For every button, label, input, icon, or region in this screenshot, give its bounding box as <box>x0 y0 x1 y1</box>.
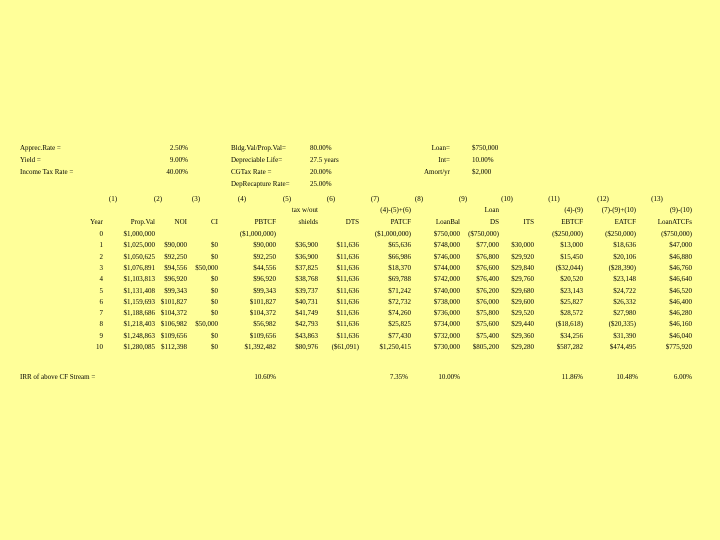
table-cell: $20,520 <box>560 275 583 284</box>
table-cell: $77,000 <box>476 241 499 250</box>
table-cell: $90,000 <box>253 241 276 250</box>
table-cell: $18,636 <box>613 241 636 250</box>
irr-value: 11.86% <box>561 373 583 381</box>
row-year: 8 <box>99 320 103 329</box>
param-label: Loan= <box>431 144 450 152</box>
param-value: $2,000 <box>472 168 492 176</box>
table-cell: $23,143 <box>560 286 583 295</box>
table-cell: $76,200 <box>476 286 499 295</box>
table-cell: $75,600 <box>476 320 499 329</box>
table-cell: $109,656 <box>160 331 187 340</box>
table-cell: $69,788 <box>388 275 411 284</box>
table-cell: $50,000 <box>195 320 218 329</box>
table-cell: $29,440 <box>511 320 534 329</box>
irr-value: 10.00% <box>438 373 460 381</box>
table-cell: $23,148 <box>613 275 636 284</box>
table-cell: $109,656 <box>249 331 276 340</box>
table-cell: $20,106 <box>613 252 636 261</box>
table-cell: $1,159,693 <box>123 297 155 306</box>
column-subheader: (7)-(9)+(10) <box>601 206 636 214</box>
param-value: 80.00% <box>310 144 332 152</box>
table-cell: $92,250 <box>164 252 187 261</box>
table-cell: $11,636 <box>336 252 359 261</box>
table-cell: $1,250,415 <box>379 343 411 351</box>
table-cell: $75,400 <box>476 331 499 340</box>
table-cell: $104,372 <box>249 309 276 318</box>
column-number: (10) <box>501 195 513 203</box>
table-cell: $15,450 <box>560 252 583 261</box>
param-value: 27.5 years <box>310 156 339 164</box>
table-cell: $732,000 <box>433 331 460 340</box>
table-cell: $748,000 <box>433 241 460 250</box>
table-cell: $29,840 <box>511 263 534 272</box>
table-cell: $101,827 <box>160 297 187 306</box>
table-cell: $746,000 <box>433 252 460 261</box>
table-cell: $0 <box>211 241 218 250</box>
column-number: (2) <box>153 195 163 203</box>
row-year: 3 <box>99 263 103 272</box>
table-cell: $1,392,482 <box>244 343 276 351</box>
table-cell: $18,370 <box>388 263 411 272</box>
param-label: CGTax Rate = <box>231 168 272 176</box>
table-cell: $46,160 <box>669 320 692 329</box>
table-cell: $66,986 <box>388 252 411 261</box>
table-cell: $11,636 <box>336 263 359 272</box>
table-cell: $11,636 <box>336 241 359 250</box>
column-number: (12) <box>597 195 609 203</box>
row-year: 7 <box>99 309 103 318</box>
column-header: ITS <box>523 218 534 226</box>
column-subheader: (4)-(9) <box>564 206 583 214</box>
param-label: Amort/yr <box>423 168 450 176</box>
param-label: DepRecapture Rate= <box>231 180 290 188</box>
table-cell: $0 <box>211 297 218 306</box>
param-value: 10.00% <box>472 156 494 164</box>
column-header: PATCF <box>390 218 411 226</box>
table-cell: $29,920 <box>511 252 534 261</box>
table-cell: $0 <box>211 286 218 295</box>
column-number: (9) <box>458 195 468 203</box>
row-year: 5 <box>99 286 103 295</box>
irr-label: IRR of above CF Stream = <box>20 373 96 381</box>
table-cell: $46,760 <box>669 263 692 272</box>
table-cell: $29,680 <box>511 286 534 295</box>
table-cell: $76,800 <box>476 252 499 261</box>
table-cell: $738,000 <box>433 297 460 306</box>
table-cell: $11,636 <box>336 309 359 318</box>
table-cell: $29,360 <box>511 331 534 340</box>
column-subheader: tax w/out <box>291 206 318 214</box>
param-value: 2.50% <box>169 144 188 152</box>
table-cell: $26,332 <box>613 297 636 306</box>
table-cell: $94,556 <box>164 263 187 272</box>
table-cell: $0 <box>211 343 218 351</box>
row-year: 1 <box>99 241 103 250</box>
table-cell: $92,250 <box>253 252 276 261</box>
irr-value: 10.60% <box>254 373 276 381</box>
table-cell: $0 <box>211 331 218 340</box>
table-cell: $39,737 <box>295 286 318 295</box>
table-cell: $24,722 <box>613 286 636 295</box>
table-cell: $42,793 <box>295 320 318 329</box>
param-label: Int= <box>438 156 450 164</box>
row-year: 10 <box>96 343 103 351</box>
table-cell: $40,731 <box>295 297 318 306</box>
column-number: (8) <box>414 195 424 203</box>
table-cell: ($250,000) <box>605 230 636 238</box>
table-cell: $11,636 <box>336 331 359 340</box>
table-cell: $1,000,000 <box>123 230 155 238</box>
table-cell: $96,920 <box>253 275 276 284</box>
column-number: (6) <box>326 195 336 203</box>
column-header: DTS <box>345 218 359 226</box>
table-cell: $1,025,000 <box>123 241 155 250</box>
table-cell: $101,827 <box>249 297 276 306</box>
row-year: 4 <box>99 275 103 284</box>
table-cell: $106,982 <box>160 320 187 329</box>
table-cell: $75,800 <box>476 309 499 318</box>
table-cell: $27,980 <box>613 309 636 318</box>
column-number: (11) <box>548 195 560 203</box>
table-cell: $76,400 <box>476 275 499 284</box>
table-cell: $734,000 <box>433 320 460 329</box>
table-cell: $29,520 <box>511 309 534 318</box>
table-cell: $775,920 <box>665 343 692 351</box>
table-cell: $13,000 <box>560 241 583 250</box>
param-label: Yield = <box>20 156 41 164</box>
column-number: (7) <box>370 195 380 203</box>
param-label: Bldg.Val/Prop.Val= <box>231 144 286 152</box>
column-number: (1) <box>108 195 118 203</box>
table-cell: ($1,000,000) <box>239 230 276 238</box>
table-cell: $29,760 <box>511 275 534 284</box>
column-header: DS <box>490 218 499 226</box>
row-year: 9 <box>99 331 103 340</box>
column-header: LoanBal <box>435 218 460 226</box>
table-cell: $112,398 <box>161 343 187 351</box>
table-cell: $65,636 <box>388 241 411 250</box>
table-cell: $1,188,686 <box>123 309 155 318</box>
table-cell: $587,282 <box>556 343 583 351</box>
table-cell: $29,280 <box>511 343 534 351</box>
table-cell: $474,495 <box>609 343 636 351</box>
column-subheader: (4)-(5)+(6) <box>380 206 411 214</box>
param-label: Income Tax Rate = <box>20 168 74 176</box>
table-cell: $29,600 <box>511 297 534 306</box>
table-cell: $0 <box>211 275 218 284</box>
table-cell: $43,863 <box>295 331 318 340</box>
table-cell: $742,000 <box>433 275 460 284</box>
column-header: Prop.Val <box>130 218 155 226</box>
table-cell: $46,040 <box>669 331 692 340</box>
table-cell: $74,260 <box>388 309 411 318</box>
column-header: shields <box>298 218 318 226</box>
table-cell: $46,520 <box>669 286 692 295</box>
table-cell: $744,000 <box>433 263 460 272</box>
param-label: Depreciable Life= <box>231 156 283 164</box>
table-cell: $1,131,408 <box>123 286 155 295</box>
table-cell: $11,636 <box>336 320 359 329</box>
column-header: LoanATCFs <box>657 218 692 226</box>
table-cell: $90,000 <box>164 241 187 250</box>
row-year: 6 <box>99 297 103 306</box>
table-cell: $36,900 <box>295 241 318 250</box>
table-cell: $99,343 <box>253 286 276 295</box>
table-cell: $47,000 <box>669 241 692 250</box>
table-cell: $80,976 <box>295 343 318 351</box>
table-cell: $11,636 <box>336 297 359 306</box>
table-cell: $99,343 <box>164 286 187 295</box>
table-cell: $1,280,085 <box>123 343 155 351</box>
column-number: (5) <box>282 195 292 203</box>
table-cell: ($18,618) <box>555 320 583 329</box>
column-header: Year <box>90 218 103 226</box>
table-cell: $34,256 <box>560 331 583 340</box>
table-cell: $76,000 <box>476 297 499 306</box>
table-cell: $0 <box>211 309 218 318</box>
table-cell: $25,825 <box>388 320 411 329</box>
param-value: 40.00% <box>166 168 188 176</box>
table-cell: ($1,000,000) <box>374 230 411 238</box>
param-label: Apprec.Rate = <box>20 144 61 152</box>
table-cell: ($250,000) <box>552 230 583 238</box>
table-cell: $38,768 <box>295 275 318 284</box>
table-cell: $805,200 <box>472 343 499 351</box>
table-cell: $71,242 <box>388 286 411 295</box>
table-cell: $46,640 <box>669 275 692 284</box>
table-cell: $1,050,625 <box>123 252 155 261</box>
table-cell: $740,000 <box>433 286 460 295</box>
irr-value: 6.00% <box>673 373 692 381</box>
table-cell: $31,390 <box>613 331 636 340</box>
table-cell: $104,372 <box>160 309 187 318</box>
table-cell: $25,827 <box>560 297 583 306</box>
column-header: PBTCF <box>254 218 276 226</box>
table-cell: $76,600 <box>476 263 499 272</box>
table-cell: $46,880 <box>669 252 692 261</box>
column-subheader: Loan <box>484 206 499 214</box>
table-cell: ($28,390) <box>608 263 636 272</box>
table-cell: $36,900 <box>295 252 318 261</box>
table-cell: $72,732 <box>388 297 411 306</box>
param-value: 9.00% <box>169 156 188 164</box>
table-cell: $50,000 <box>195 263 218 272</box>
table-cell: $0 <box>211 252 218 261</box>
table-cell: $750,000 <box>433 230 460 238</box>
table-cell: ($750,000) <box>468 230 499 238</box>
column-number: (13) <box>651 195 663 203</box>
param-value: $750,000 <box>472 144 499 152</box>
column-header: CI <box>211 218 218 226</box>
table-cell: $11,636 <box>336 275 359 284</box>
irr-value: 10.48% <box>616 373 638 381</box>
table-cell: $44,556 <box>253 263 276 272</box>
row-year: 0 <box>99 230 103 238</box>
table-cell: $37,825 <box>295 263 318 272</box>
table-cell: $28,572 <box>560 309 583 318</box>
table-cell: $30,000 <box>511 241 534 250</box>
table-cell: $736,000 <box>433 309 460 318</box>
param-value: 20.00% <box>310 168 332 176</box>
row-year: 2 <box>99 252 103 261</box>
table-cell: $1,076,891 <box>123 263 155 272</box>
table-cell: $11,636 <box>336 286 359 295</box>
table-cell: $46,280 <box>669 309 692 318</box>
column-header: EATCF <box>614 218 636 226</box>
column-header: NOI <box>174 218 187 226</box>
param-value: 25.00% <box>310 180 332 188</box>
column-number: (4) <box>237 195 247 203</box>
column-number: (3) <box>191 195 201 203</box>
table-cell: ($32,044) <box>555 263 583 272</box>
table-cell: $41,749 <box>295 309 318 318</box>
table-cell: $1,103,813 <box>123 275 155 284</box>
column-header: EBTCF <box>561 218 583 226</box>
column-subheader: (9)-(10) <box>669 206 692 214</box>
table-cell: ($750,000) <box>661 230 692 238</box>
irr-value: 7.35% <box>389 373 408 381</box>
table-cell: ($61,091) <box>331 343 359 351</box>
table-cell: $46,400 <box>669 297 692 306</box>
table-cell: $96,920 <box>164 275 187 284</box>
table-cell: $1,248,863 <box>123 331 155 340</box>
table-cell: ($20,335) <box>608 320 636 329</box>
table-cell: $56,982 <box>253 320 276 329</box>
table-cell: $730,000 <box>433 343 460 351</box>
table-cell: $1,218,403 <box>123 320 155 329</box>
table-cell: $77,430 <box>388 331 411 340</box>
